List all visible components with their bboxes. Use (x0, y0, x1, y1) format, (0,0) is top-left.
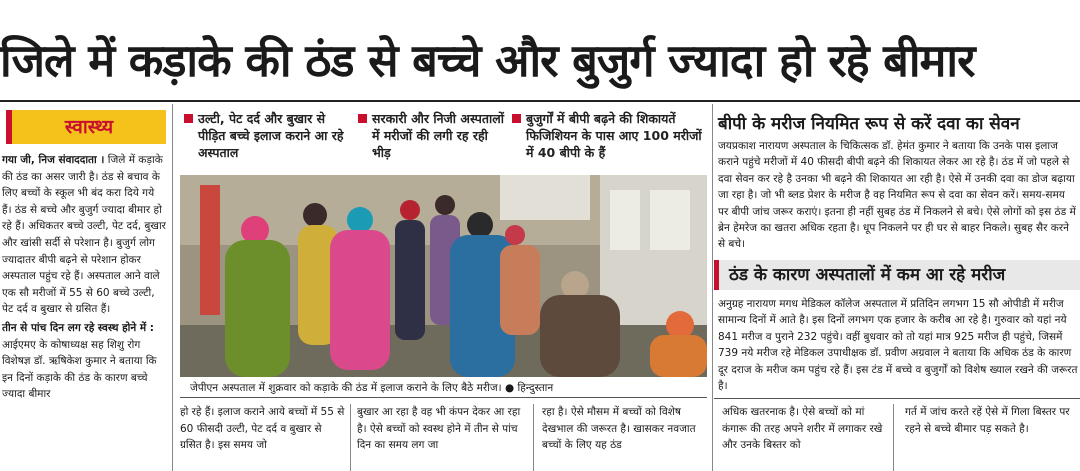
bullet-square-icon (512, 114, 521, 123)
article-2-heading: ठंड के कारण अस्पतालों में कम आ रहे मरीज (714, 260, 1080, 290)
left-paragraph-2: आईएमए के कोषाध्यक्ष सह शिशु रोग विशेषज्ञ डॉ. ऋषिकेश कुमार ने बताया कि इन दिनों कड़ाके की ठंड के कारण बच्चे ज्यादा बीमार (2, 338, 157, 401)
bullet-square-icon (358, 114, 367, 123)
photo-caption: जेपीएन अस्पताल में शुक्रवार को कड़ाके की ठंड में इलाज कराने के लिए बैठे मरीज। ● हिन्दुस्तान (180, 378, 707, 398)
highlight-text: सरकारी और निजी अस्पतालों में मरीजों की लगी रह रही भीड़ (372, 111, 504, 160)
bottom-column-4: अधिक खतरनाक है। ऐसे बच्चों को मां कंगारू की तरह अपने शरीर में लगाकर रखे और उनके बिस्तर को (722, 406, 883, 451)
highlight-3 (512, 110, 710, 161)
bullet-square-icon (184, 114, 193, 123)
bottom-column-2: बुखार आ रहा है वह भी कंपन देकर आ रहा है। ऐसे बच्चों को स्वस्थ होने में तीन से पांच दिन का समय लग जा (357, 406, 521, 451)
highlight-text: बुजुर्गों में बीपी बढ़ने की शिकायतें फिजिशियन के पास आए 100 मरीजों में 40 बीपी के हैं (526, 111, 702, 160)
section-tag (6, 110, 166, 144)
news-photo (180, 175, 707, 377)
hospital-waiting-photo (180, 175, 707, 377)
bottom-column-5: गर्त में जांच करते रहें ऐसे में गिला बिस्तर पर रहने से बच्चे बीमार पड़ सकते है। (905, 406, 1070, 435)
column-divider (533, 404, 534, 471)
left-subhead: तीन से पांच दिन लग रहे स्वस्थ होने में : (2, 321, 155, 334)
section-rule (714, 398, 1080, 399)
column-divider (350, 404, 351, 471)
left-article-text (2, 152, 166, 403)
headline-rule (0, 100, 1080, 102)
dateline: गया जी, निज संवाददाता । (2, 154, 105, 166)
column-divider (712, 104, 713, 471)
headline: जिले में कड़ाके की ठंड से बच्चे और बुजुर्ग ज्यादा हो रहे बीमार (0, 34, 975, 87)
left-paragraph-1: जिले में कड़ाके की ठंड का असर जारी है। ठंड से बचाव के लिए बच्चों के स्कूल भी बंद करा दिये गये हैं। ठंड से बच्चे और बुजुर्ग ज्यादा बीमार हो रहे हैं। अधिकतर बच्चे उल्टी, पेट दर्द, बुखार और खांसी सर्दी से परेशान है। बुजुर्ग लोग ज्यादातर बीपी बढ़ने से परेशान होकर अस्पताल पहुंच रहे हैं। अस्पताल आने वाले एक सौ मरीजों में 55 से 60 बच्चे उल्टी, पेट दर्द व बुखार से ग्रसित हैं। (2, 154, 166, 316)
article-1-body: जयप्रकाश नारायण अस्पताल के चिकित्सक डॉ. हेमंत कुमार ने बताया कि उनके पास इलाज कराने पहुंचे मरीजों में 40 फीसदी बीपी बढ़ने की शिकायत लेकर आ रहे है। ठंड में जो पहले से दवा सेवन कर रहे है उनका भी बढ़ने की शिकायत आ रही है। ऐसे में उनकी दवा का डोज बढ़ाया जा रहा है। जो भी ब्लड प्रेशर के मरीज है वह नियमित रूप से दवा का सेवन करें। समय-समय पर बीपी जांच जरूर कराएं। इतना ही नहीं सुबह ठंड में निकलने से बचे। ऐसे लोगों को इस ठंड में ब्रेन हेमरेज का खतरा अधिक रहता है। धूप निकलने पर ही घर से बाहर निकले। सुबह सैर करने से बचे। (718, 140, 1076, 251)
bottom-column-1: हो रहे हैं। इलाज कराने आये बच्चों में 55 से 60 फीसदी उल्टी, पेट दर्द व बुखार से ग्रसित है। इस समय जो (180, 406, 345, 451)
left-column (0, 104, 168, 471)
bottom-column-3: रहा है। ऐसे मौसम में बच्चों को विशेष देखभाल की जरूरत है। खासकर नवजात बच्चों के लिए यह ठंड (542, 406, 696, 451)
column-divider (893, 404, 894, 471)
section-tag-label: स्वास्थ्य (64, 116, 114, 138)
column-divider (172, 104, 173, 471)
highlight-2 (358, 110, 508, 161)
article-2-body: अनुग्रह नारायण मगध मेडिकल कॉलेज अस्पताल में प्रतिदिन लगभग 15 सौ ओपीडी में मरीज सामान्य दिनों में आते है। इस दिनों लगभग एक हजार के करीब आ रहे है। गुरुवार को यहां नये 841 मरीज व पुराने 232 पहुंचे। वहीं बुधवार को तो यहां मात्र 925 मरीज ही पहुंचे, जिसमें 739 नये मरीज रहे मेडिकल उपाधीक्षक डॉ. प्रवीण अग्रवाल ने बताया कि अधिक ठंड के कारण दूर दराज के मरीज कम पहुंच रहे हैं। इस टंड में बच्चे व बुजुर्गों को विशेष ख्याल रखने की जरूरत है। (718, 298, 1078, 393)
highlight-1 (184, 110, 356, 161)
article-1-heading: बीपी के मरीज नियमित रूप से करें दवा का सेवन (718, 114, 1020, 134)
highlight-text: उल्टी, पेट दर्द और बुखार से पीड़ित बच्चे इलाज कराने आ रहे अस्पताल (198, 111, 344, 160)
